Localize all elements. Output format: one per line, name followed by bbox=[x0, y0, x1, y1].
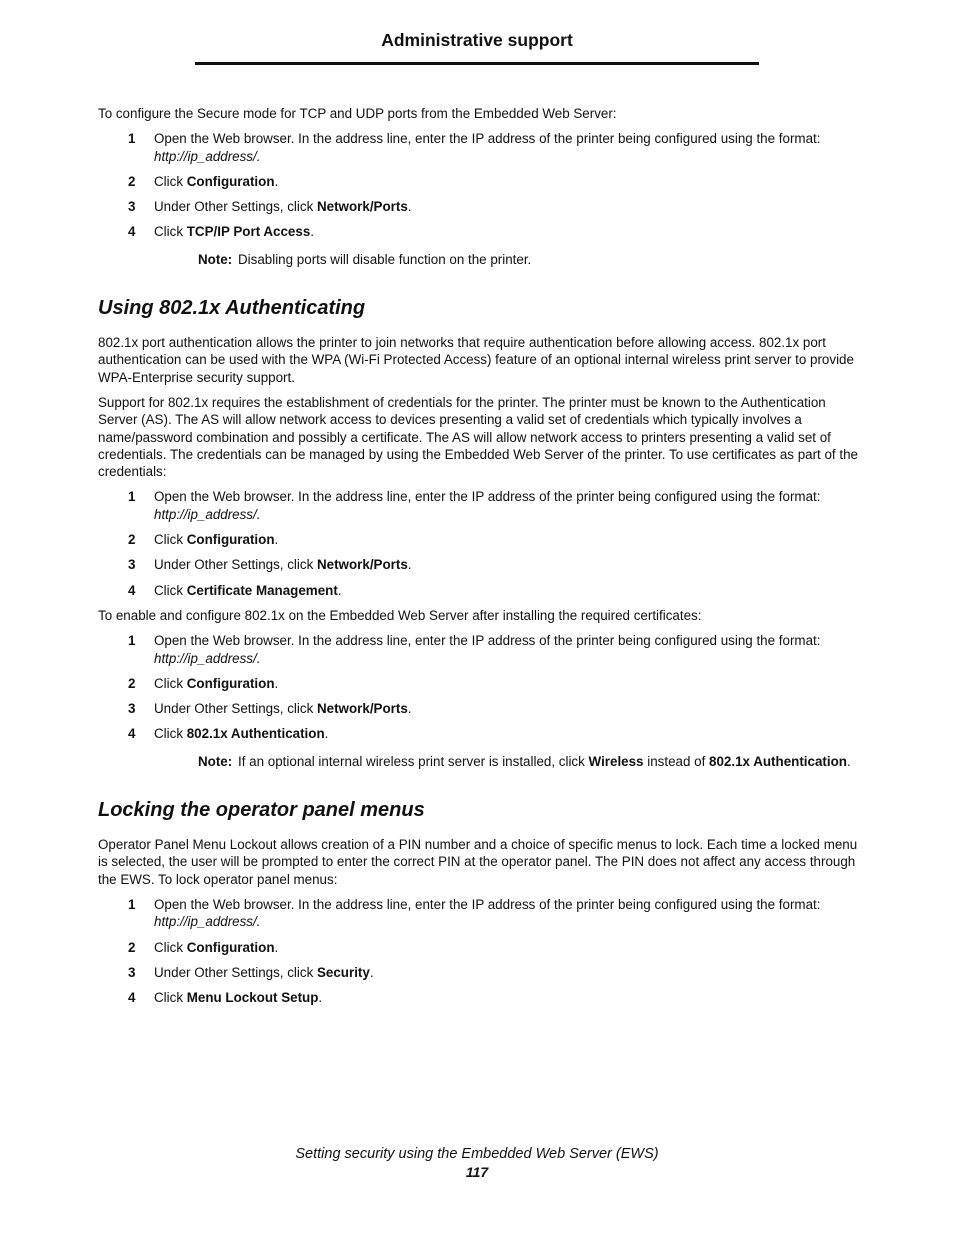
step-number: 4 bbox=[128, 582, 136, 598]
step-text: Click bbox=[154, 173, 187, 189]
ui-term: Network/Ports bbox=[316, 557, 408, 573]
running-header: Administrative support bbox=[381, 30, 573, 50]
step-text: Click bbox=[154, 939, 187, 955]
step-punctuation: . bbox=[256, 650, 261, 666]
step-text: Click bbox=[154, 675, 187, 691]
step-number: 3 bbox=[128, 964, 136, 980]
intro-steps bbox=[98, 130, 858, 240]
step-text: Under Other Settings, click bbox=[154, 199, 317, 215]
step-punctuation: . bbox=[256, 506, 261, 522]
list-item bbox=[98, 531, 858, 548]
ui-term: Security bbox=[316, 964, 370, 980]
step-text: Open the Web browser. In the address line, enter the IP address of the printer being configured using the format: bbox=[154, 131, 821, 147]
step-punctuation: . bbox=[310, 224, 315, 240]
step-punctuation: . bbox=[407, 701, 412, 717]
step-punctuation: . bbox=[846, 753, 851, 769]
body-paragraph: 802.1x port authentication allows the printer to join networks that require authentication before allowing access. 802.1x port authentication can be used with the WPA (Wi-Fi Protected Access) feature of an optional internal wireless print server to provide WPA-Enterprise security support. bbox=[98, 335, 854, 385]
url-text: http://ip_address/ bbox=[154, 914, 257, 930]
step-punctuation: . bbox=[274, 532, 279, 548]
authentication-steps bbox=[98, 632, 858, 742]
list-item bbox=[98, 675, 858, 692]
list-item bbox=[98, 632, 858, 667]
note-text: instead of bbox=[643, 753, 710, 769]
step-number: 3 bbox=[128, 557, 136, 573]
note-label: Note: bbox=[198, 753, 233, 769]
ui-term: 802.1x Authentication bbox=[186, 726, 325, 742]
step-number: 3 bbox=[128, 701, 136, 717]
ui-term: TCP/IP Port Access bbox=[186, 224, 311, 240]
ui-term: Configuration bbox=[186, 939, 275, 955]
list-item bbox=[98, 556, 858, 573]
list-item bbox=[98, 582, 858, 599]
step-punctuation: . bbox=[256, 914, 261, 930]
step-punctuation: . bbox=[274, 939, 279, 955]
list-item bbox=[98, 198, 858, 215]
note bbox=[198, 753, 858, 770]
step-number: 2 bbox=[128, 532, 136, 548]
ui-term: 802.1x Authentication bbox=[709, 753, 847, 769]
step-text: Open the Web browser. In the address line, enter the IP address of the printer being configured using the format: bbox=[154, 633, 821, 649]
header-rule bbox=[195, 62, 759, 65]
list-item bbox=[98, 488, 858, 523]
ui-term: Menu Lockout Setup bbox=[186, 990, 319, 1006]
step-number: 1 bbox=[128, 896, 136, 912]
url-text: http://ip_address/ bbox=[154, 650, 257, 666]
step-text: Under Other Settings, click bbox=[154, 701, 317, 717]
list-item bbox=[98, 989, 858, 1006]
list-item bbox=[98, 725, 858, 742]
body-paragraph: Support for 802.1x requires the establishment of credentials for the printer. The printer must be known to the Authentication Server (AS). The AS will allow network access to devices presenting a valid set of credentials which typically involves a name/password combination and possibly a certificate. The AS will allow network access to printers presenting a valid set of credentials. The credentials can be managed by using the Embedded Web Server of the printer. To use certificates as part of the credentials: bbox=[98, 394, 858, 480]
step-text: Under Other Settings, click bbox=[154, 964, 317, 980]
step-text: Click bbox=[154, 990, 187, 1006]
step-text: Click bbox=[154, 224, 187, 240]
step-number: 2 bbox=[128, 939, 136, 955]
note-label: Note: bbox=[198, 251, 233, 267]
page-content bbox=[98, 105, 858, 1014]
step-punctuation: . bbox=[274, 675, 279, 691]
url-text: http://ip_address/ bbox=[154, 148, 257, 164]
step-text: Open the Web browser. In the address line, enter the IP address of the printer being configured using the format: bbox=[154, 489, 821, 505]
ui-term: Configuration bbox=[186, 532, 275, 548]
step-punctuation: . bbox=[256, 148, 261, 164]
step-number: 2 bbox=[128, 173, 136, 189]
section-heading-8021x: Using 802.1x Authenticating bbox=[98, 297, 366, 320]
step-punctuation: . bbox=[324, 726, 329, 742]
list-item bbox=[98, 223, 858, 240]
page-footer bbox=[0, 1145, 954, 1181]
step-punctuation: . bbox=[337, 582, 342, 598]
ui-term: Certificate Management bbox=[186, 582, 338, 598]
step-text: Under Other Settings, click bbox=[154, 557, 317, 573]
ui-term: Configuration bbox=[186, 675, 275, 691]
list-item bbox=[98, 939, 858, 956]
section-heading-lockout: Locking the operator panel menus bbox=[98, 799, 425, 822]
ui-term: Network/Ports bbox=[316, 199, 408, 215]
step-text: Open the Web browser. In the address line, enter the IP address of the printer being configured using the format: bbox=[154, 896, 821, 912]
step-number: 1 bbox=[128, 633, 136, 649]
step-text: Click bbox=[154, 726, 187, 742]
list-item bbox=[98, 964, 858, 981]
step-number: 4 bbox=[128, 726, 136, 742]
certificate-steps bbox=[98, 488, 858, 598]
url-text: http://ip_address/ bbox=[154, 506, 257, 522]
note bbox=[198, 251, 858, 268]
intro-paragraph: To configure the Secure mode for TCP and UDP ports from the Embedded Web Server: bbox=[98, 106, 617, 121]
step-punctuation: . bbox=[407, 199, 412, 215]
step-number: 2 bbox=[128, 675, 136, 691]
footer-title: Setting security using the Embedded Web Server (EWS) bbox=[295, 1146, 659, 1162]
body-paragraph: Operator Panel Menu Lockout allows creation of a PIN number and a choice of specific menus to lock. Each time a locked menu is selected, the user will be prompted to enter the correct PIN at the operator panel. The PIN does not affect any access through the EWS. To lock operator panel menus: bbox=[98, 837, 858, 887]
note-text: Disabling ports will disable function on the printer. bbox=[238, 251, 532, 267]
step-number: 4 bbox=[128, 224, 136, 240]
step-number: 3 bbox=[128, 199, 136, 215]
step-punctuation: . bbox=[369, 964, 374, 980]
note-text: If an optional internal wireless print server is installed, click bbox=[238, 753, 589, 769]
ui-term: Network/Ports bbox=[316, 701, 408, 717]
list-item bbox=[98, 896, 858, 931]
step-punctuation: . bbox=[318, 990, 323, 1006]
list-item bbox=[98, 700, 858, 717]
step-number: 1 bbox=[128, 131, 136, 147]
step-number: 4 bbox=[128, 990, 136, 1006]
step-punctuation: . bbox=[407, 557, 412, 573]
ui-term: Configuration bbox=[186, 173, 275, 189]
lockout-steps bbox=[98, 896, 858, 1006]
list-item bbox=[98, 173, 858, 190]
list-item bbox=[98, 130, 858, 165]
page-number: 117 bbox=[465, 1164, 489, 1180]
step-number: 1 bbox=[128, 489, 136, 505]
step-text: Click bbox=[154, 532, 187, 548]
step-punctuation: . bbox=[274, 173, 279, 189]
ui-term: Wireless bbox=[588, 753, 644, 769]
body-paragraph: To enable and configure 802.1x on the Embedded Web Server after installing the required certificates: bbox=[98, 607, 702, 623]
step-text: Click bbox=[154, 582, 187, 598]
